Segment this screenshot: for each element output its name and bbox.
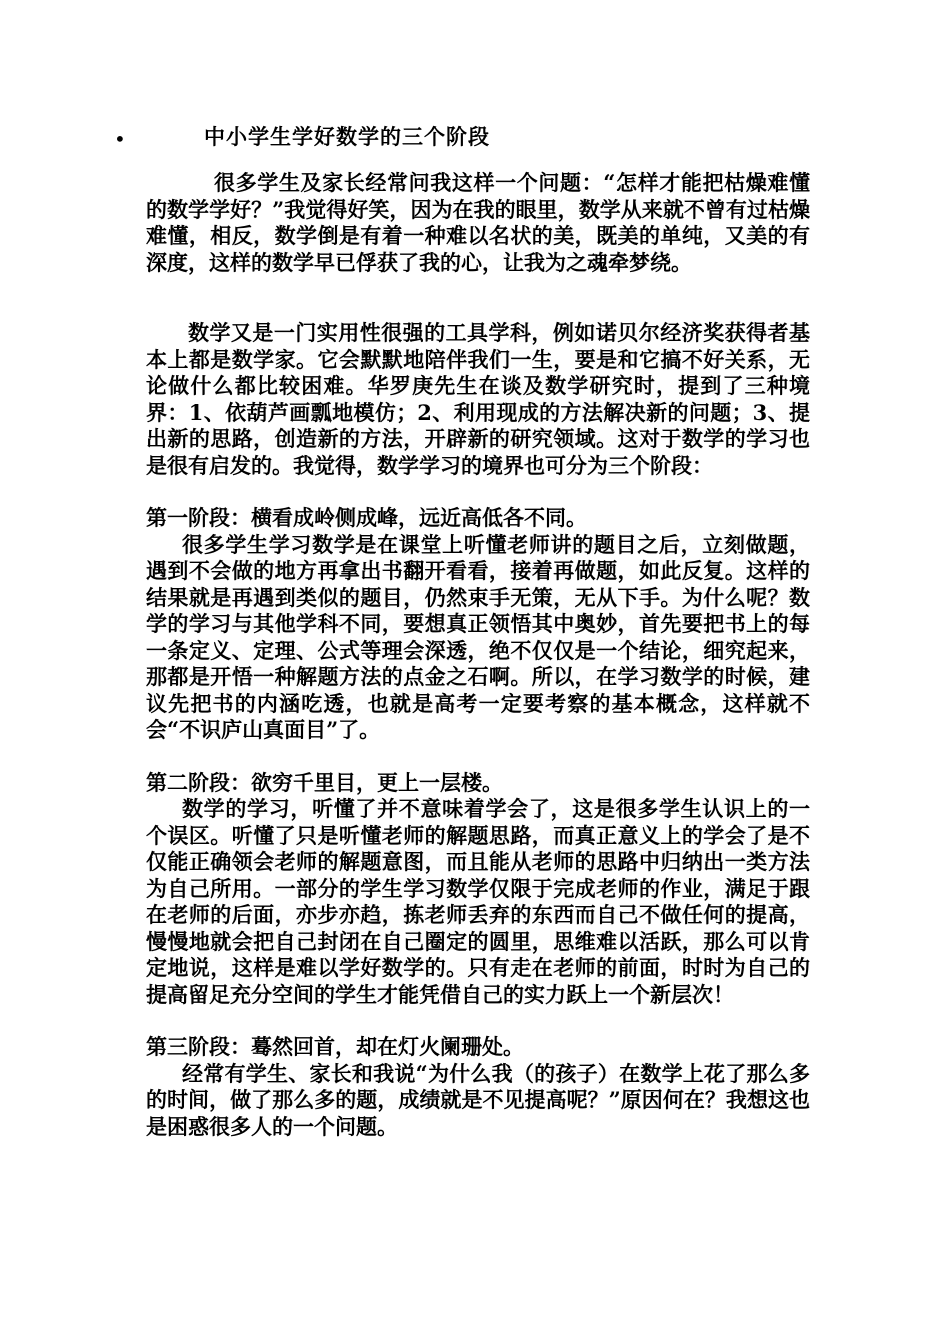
article-title: 中小学生学好数学的三个阶段 xyxy=(204,124,490,149)
second-paragraph: 数学又是一门实用性很强的工具学科，例如诺贝尔经济奖获得者基本上都是数学家。它会默默地陪伴我们一生，要是和它搞不好关系，无论做什么都比较困难。华罗庚先生在谈及数学研究时，提到了三种境界：1、依葫芦画瓢地模仿；2、利用现成的方法解决新的问题；3、提出新的思路，创造新的方法，开辟新的研究领域。这对于数学的学习也是很有启发的。我觉得，数学学习的境界也可分为三个阶段： xyxy=(146,320,810,478)
stage-two-paragraph: 数学的学习，听懂了并不意味着学会了，这是很多学生认识上的一个误区。听懂了只是听懂老师的解题思路，而真正意义上的学会了是不仅能正确领会老师的解题意图，而且能从老师的思路中归纳出一类方法为自己所用。一部分的学生学习数学仅限于完成老师的作业，满足于跟在老师的后面，亦步亦趋，拣老师丢弃的东西而自己不做任何的提高，慢慢地就会把自己封闭在自己圈定的圆里，思维难以活跃，那么可以肯定地说，这样是难以学好数学的。只有走在老师的前面，时时为自己的提高留足充分空间的学生才能凭借自己的实力跃上一个新层次！ xyxy=(146,796,810,1007)
list-bullet: • xyxy=(114,127,126,151)
stage-three-paragraph: 经常有学生、家长和我说“为什么我（的孩子）在数学上花了那么多的时间，做了那么多的题，成绩就是不见提高呢？”原因何在？我想这也是困惑很多人的一个问题。 xyxy=(146,1060,810,1139)
intro-paragraph: 很多学生及家长经常问我这样一个问题：“怎样才能把枯燥难懂的数学学好？”我觉得好笑，因为在我的眼里，数学从来就不曾有过枯燥难懂，相反，数学倒是有着一种难以名状的美，既美的单纯，又美的有深度，这样的数学早已俘获了我的心，让我为之魂牵梦绕。 xyxy=(146,170,810,275)
stage-three-heading: 第三阶段：蓦然回首，却在灯火阑珊处。 xyxy=(146,1034,524,1059)
article-body xyxy=(146,170,810,1140)
stage-one-heading: 第一阶段：横看成岭侧成峰，远近高低各不同。 xyxy=(146,505,587,530)
stage-two-heading: 第二阶段：欲穷千里目，更上一层楼。 xyxy=(146,769,503,795)
stage-one-paragraph: 很多学生学习数学是在课堂上听懂老师讲的题目之后，立刻做题，遇到不会做的地方再拿出书翻开看看，接着再做题，如此反复。这样的结果就是再遇到类似的题目，仍然束手无策，无从下手。为什么呢？数学的学习与其他学科不同，要想真正领悟其中奥妙，首先要把书上的每一条定义、定理、公式等理会深透，绝不仅仅是一个结论，细究起来，那都是开悟一种解题方法的点金之石啊。所以，在学习数学的时候，建议先把书的内涵吃透，也就是高考一定要考察的基本概念，这样就不会“不识庐山真面目”了。 xyxy=(146,531,810,742)
